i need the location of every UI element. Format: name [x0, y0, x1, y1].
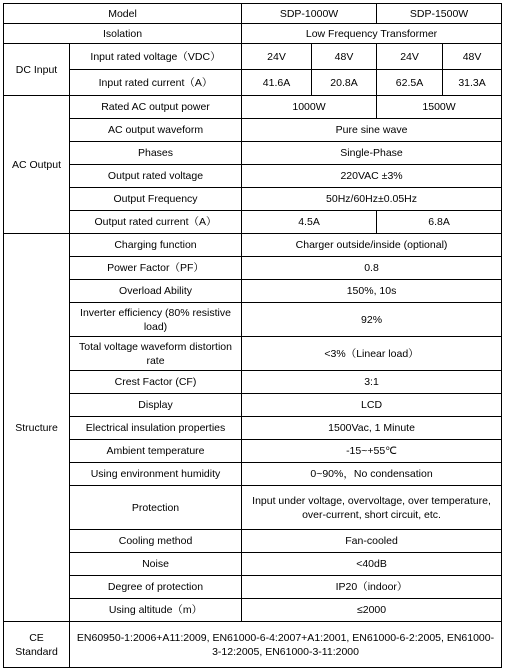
- structure-label: Cooling method: [70, 530, 242, 553]
- structure-row: [4, 530, 502, 553]
- isolation-label: Isolation: [4, 24, 242, 44]
- model-a-cell: SDP-1000W: [242, 4, 377, 24]
- model-b-cell: SDP-1500W: [377, 4, 502, 24]
- dc-voltage-value: 48V: [312, 44, 377, 70]
- ac-phases-value: Single-Phase: [242, 142, 502, 165]
- dc-current-value: 20.8A: [312, 70, 377, 96]
- structure-value: -15~+55℃: [242, 440, 502, 463]
- ac-current-value: 6.8A: [377, 211, 502, 234]
- dc-voltage-row: [4, 44, 502, 70]
- ac-power-value: 1500W: [377, 96, 502, 119]
- structure-row: [4, 553, 502, 576]
- structure-value: Fan-cooled: [242, 530, 502, 553]
- structure-row: [4, 371, 502, 394]
- isolation-row: [4, 24, 502, 44]
- structure-label: Display: [70, 394, 242, 417]
- structure-value: Charger outside/inside (optional): [242, 234, 502, 257]
- dc-input-group-label: DC Input: [4, 44, 70, 96]
- structure-row: [4, 257, 502, 280]
- dc-current-value: 62.5A: [377, 70, 443, 96]
- structure-label: Power Factor（PF）: [70, 257, 242, 280]
- dc-voltage-value: 48V: [443, 44, 502, 70]
- structure-value: 0.8: [242, 257, 502, 280]
- ce-standard-label: CE Standard: [4, 622, 70, 668]
- structure-label: Electrical insulation properties: [70, 417, 242, 440]
- structure-label: Crest Factor (CF): [70, 371, 242, 394]
- ac-frequency-label: Output Frequency: [70, 188, 242, 211]
- ac-power-label: Rated AC output power: [70, 96, 242, 119]
- structure-value: 3:1: [242, 371, 502, 394]
- ac-voltage-value: 220VAC ±3%: [242, 165, 502, 188]
- ac-voltage-row: [4, 165, 502, 188]
- structure-label: Total voltage waveform distortion rate: [70, 337, 242, 371]
- structure-label: Charging function: [70, 234, 242, 257]
- structure-row: [4, 463, 502, 486]
- structure-value: 1500Vac, 1 Minute: [242, 417, 502, 440]
- structure-value: IP20（indoor）: [242, 576, 502, 599]
- structure-label: Ambient temperature: [70, 440, 242, 463]
- ac-frequency-value: 50Hz/60Hz±0.05Hz: [242, 188, 502, 211]
- structure-label: Inverter efficiency (80% resistive load): [70, 303, 242, 337]
- ac-power-row: [4, 96, 502, 119]
- ac-waveform-value: Pure sine wave: [242, 119, 502, 142]
- ce-standard-row: [4, 622, 502, 668]
- isolation-value: Low Frequency Transformer: [242, 24, 502, 44]
- dc-voltage-label: Input rated voltage（VDC）: [70, 44, 242, 70]
- structure-value: ≤2000: [242, 599, 502, 622]
- dc-current-label: Input rated current（A）: [70, 70, 242, 96]
- ac-current-value: 4.5A: [242, 211, 377, 234]
- structure-label: Overload Ability: [70, 280, 242, 303]
- model-label: Model: [4, 4, 242, 24]
- ac-current-row: [4, 211, 502, 234]
- dc-current-value: 31.3A: [443, 70, 502, 96]
- ac-phases-row: [4, 142, 502, 165]
- ac-power-value: 1000W: [242, 96, 377, 119]
- structure-label: Degree of protection: [70, 576, 242, 599]
- dc-voltage-value: 24V: [242, 44, 312, 70]
- structure-value: LCD: [242, 394, 502, 417]
- structure-label: Using altitude（m）: [70, 599, 242, 622]
- ac-waveform-row: [4, 119, 502, 142]
- structure-value: <40dB: [242, 553, 502, 576]
- ac-voltage-label: Output rated voltage: [70, 165, 242, 188]
- structure-label: Noise: [70, 553, 242, 576]
- ac-current-label: Output rated current（A）: [70, 211, 242, 234]
- ce-standard-value: EN60950-1:2006+A11:2009, EN61000-6-4:2007+A1:2001, EN61000-6-2:2005, EN61000-3-12:2005, EN61000-3-11:2000: [70, 622, 502, 668]
- structure-value: Input under voltage, overvoltage, over temperature, over-current, short circuit, etc.: [242, 486, 502, 530]
- spec-table: [3, 3, 502, 668]
- structure-row: [4, 576, 502, 599]
- ac-phases-label: Phases: [70, 142, 242, 165]
- structure-value: <3%（Linear load）: [242, 337, 502, 371]
- structure-row: [4, 337, 502, 371]
- structure-row: [4, 486, 502, 530]
- structure-row: [4, 440, 502, 463]
- structure-value: 92%: [242, 303, 502, 337]
- model-row: [4, 4, 502, 24]
- structure-row: [4, 394, 502, 417]
- dc-current-value: 41.6A: [242, 70, 312, 96]
- structure-value: 0~90%，No condensation: [242, 463, 502, 486]
- structure-row: [4, 417, 502, 440]
- structure-value: 150%, 10s: [242, 280, 502, 303]
- spec-table-body: [4, 4, 502, 668]
- dc-voltage-value: 24V: [377, 44, 443, 70]
- structure-row: [4, 599, 502, 622]
- structure-label: Using environment humidity: [70, 463, 242, 486]
- ac-frequency-row: [4, 188, 502, 211]
- ac-waveform-label: AC output waveform: [70, 119, 242, 142]
- structure-row: [4, 234, 502, 257]
- structure-row: [4, 303, 502, 337]
- structure-row: [4, 280, 502, 303]
- ac-output-group-label: AC Output: [4, 96, 70, 234]
- structure-group-label: Structure: [4, 234, 70, 622]
- dc-current-row: [4, 70, 502, 96]
- structure-label: Protection: [70, 486, 242, 530]
